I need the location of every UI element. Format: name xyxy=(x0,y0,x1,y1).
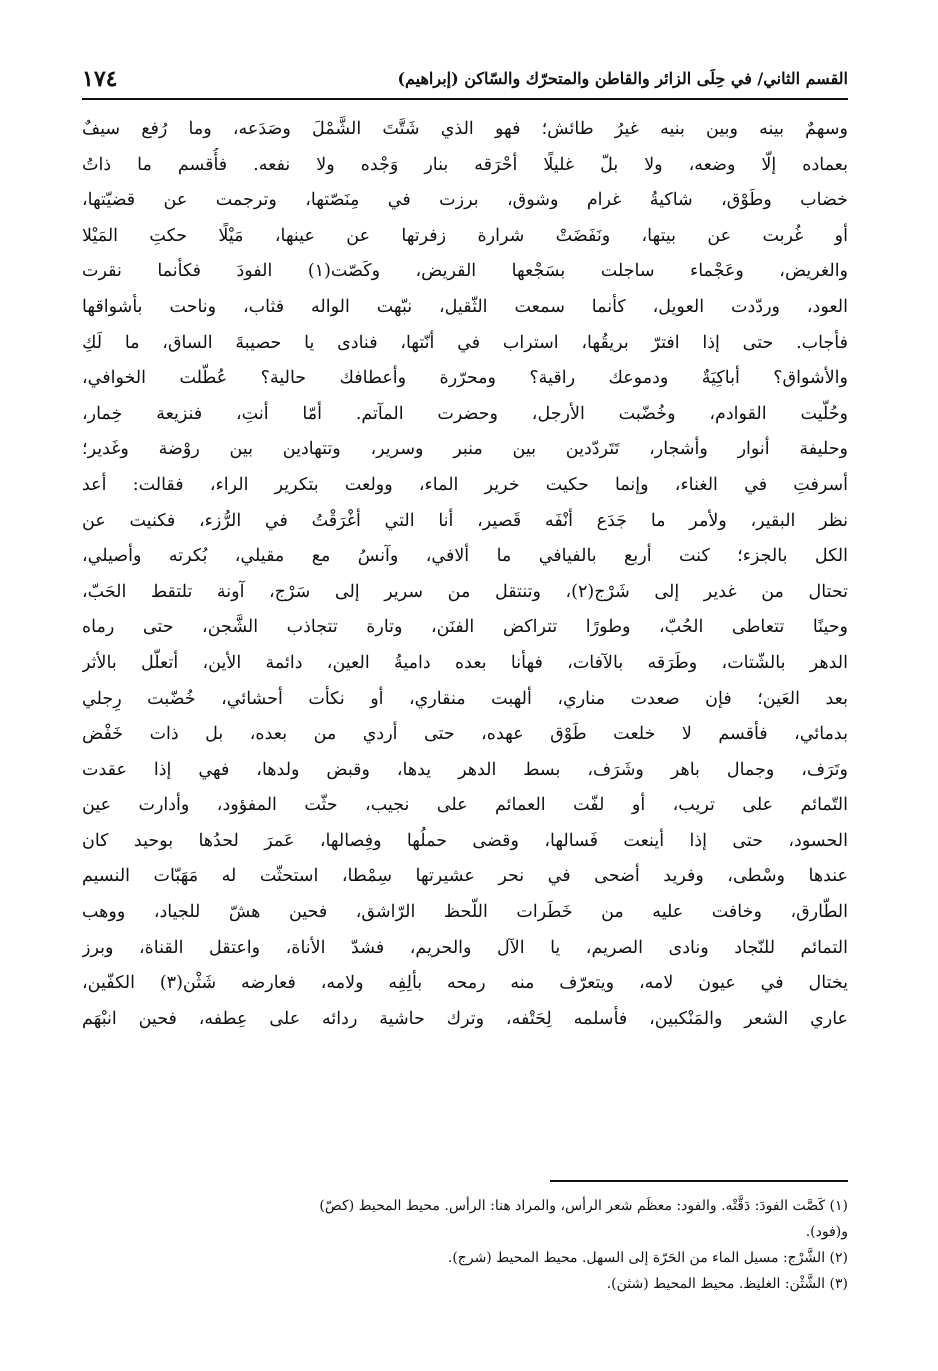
text-line: تحتال من غدير إلى شَرْج(٢)، وتنتقل من سرير إلى سَرْج، آونة تلتقط الحَبّ، xyxy=(82,581,848,602)
page-number: ١٧٤ xyxy=(82,66,118,92)
text-line: العود، وردّدت العويل، كأنما سمعت الثّقيل، نبّهت الواله فثاب، وناحت بأشواقها xyxy=(82,296,848,317)
text-line: وحُلّيت القوادم، وخُضّبت الأرجل، وحضرت المآتم. أمّا أنتِ، فنزيعة خِمار، xyxy=(82,403,848,424)
text-line: والأشواق؟ أباكِيَةٌ ودموعك راقية؟ ومحرّرة وأعطافك حالية؟ عُطّلت الخوافي، xyxy=(82,368,848,389)
footnote-3: (٣) الشَّثْن: الغليظ. محيط المحيط (شثن). xyxy=(606,1276,848,1292)
text-line: عندها وسْطى، وفريد أضحى في نحر عشيرتها سِمْطا، استحثّت له مَهَبّات النسيم xyxy=(82,866,848,887)
text-line: عاري الشعر والمَنْكبين، فأسلمه لِحَتْفه، وترك حاشية ردائه على عِطفه، فحين انبْهَم xyxy=(82,1008,848,1029)
page-header xyxy=(82,58,848,94)
text-line: وحينًا تتعاطى الحُبّ، وطورًا تتراكض الفنَن، وتارة تتجاذب الشَّجن، حتى رماه xyxy=(82,617,848,638)
text-line: بعد العَين؛ فإن صعدت مناري، ألهبت منقاري، أو نكأت أحشائي، خُضّبت رِجلي xyxy=(82,688,848,709)
text-line: التّمائم على تريب، أو لفّت العمائم على نجيب، حثّت المفؤود، وأدارت عين xyxy=(82,795,848,816)
text-line: بعماده إلّا وضعه، ولا بلّ غليلًا أحْرَقه بنار وَجْده ولا نفعه. فأُقسم ما ذاتُ xyxy=(82,154,848,175)
text-line: والغريض، وعَجْماء ساجلت بسَجْعها القريض، وكَصّت(١) الفودَ فكأنما نقرت xyxy=(82,261,848,282)
text-line: أو غُربت عن بيتها، ونَفَضَتْ شرارة زفرتها عن عينها، مَيْلًا حكتِ المَيْلا xyxy=(82,225,848,246)
text-line: خضاب وطَوْق، شاكيةُ غرام وشوق، برزت في مِنَصّتها، وترجمت عن قضيّتها، xyxy=(82,190,848,211)
footnote-1-continuation: و(فود). xyxy=(805,1224,848,1240)
main-text xyxy=(82,112,848,1037)
text-line: الكل بالجزء؛ كنت أربع بالفيافي ما ألافي، وآنسُ مع مقيلي، بُكرته وأصيلي، xyxy=(82,546,848,567)
header-rule xyxy=(82,98,848,100)
text-line: يختال في عيون لامه، ويتعرّف منه رمحه بألِفِه ولامه، فعارضه شَثْن(٣) الكفّين، xyxy=(82,973,848,994)
running-title: القسم الثاني/ في حِلَى الزائر والقاطن والمتحرّك والسّاكن (إبراهيم) xyxy=(397,69,848,88)
footnote-rule xyxy=(550,1180,848,1182)
footnote-1: (١) كَصَّت الفودَ: دَقَّتْه. والفود: معظَم شعر الرأس، والمراد هنا: الرأس. محيط المحيط (كصّ) xyxy=(319,1198,848,1214)
text-line: أسرفتِ في الغناء، وإنما حكيت خرير الماء، وولعت بتكرير الراء، فقالت: أعد xyxy=(82,474,848,495)
text-line: فأجاب. حتى إذا افترّ بريقُها، استراب في أنّتها، فنادى يا حصيبةَ الساق، ما لَكِ xyxy=(82,332,848,353)
text-line: الحسود، حتى إذا أينعت فَسالها، وقضى حملُها وفِصالها، عَمرَ لحدُها بوحيد كان xyxy=(82,830,848,851)
text-line: بدمائي، فأقسم لا خلعت طَوْق عهده، حتى أردي من بعده، بل ذات خَفْض xyxy=(82,724,848,745)
text-line: التمائم للنّجاد ونادى الصريم، يا الآل والحريم، فشدّ الأناة، واعتقل القناة، وبرز xyxy=(82,937,848,958)
text-line: الدهر بالشّتات، وطَرَقه بالآفات، فهأنا بعده داميةُ العين، دائمة الأين، أتعلّل بالأثر xyxy=(82,652,848,673)
text-line: وحليفة أنوار وأشجار، تَتَردّدين بين منبر وسرير، وتتهادين بين روْضة وغَدير؛ xyxy=(82,439,848,460)
text-line: نظر البقير، ولأمر ما جَدَع أنْفَه قَصير، أنا التي أغْرَقْتُ في الرُّزء، فكنيت عن xyxy=(82,510,848,531)
text-line: وتَرَف، وجمال باهر وشَرَف، بسط الدهر يدها، وقبض ولدها، فهي إذا عقدت xyxy=(82,759,848,780)
footnote-2: (٢) الشَّرْج: مسيل الماء من الحَرّة إلى السهل. محيط المحيط (شرج). xyxy=(447,1250,848,1266)
footnotes xyxy=(82,1193,848,1297)
text-line: وسهمٌ بينه وبين بنيه غيرُ طائش؛ فهو الذي شَتَّتَ الشَّمْلَ وصَدَعه، وما رُفع سيفٌ xyxy=(82,119,848,139)
text-line: الطّارق، وخافت عليه من خَطَرات اللّحظ الرّاشق، فحين هشّ للجياد، ووهب xyxy=(82,902,848,923)
